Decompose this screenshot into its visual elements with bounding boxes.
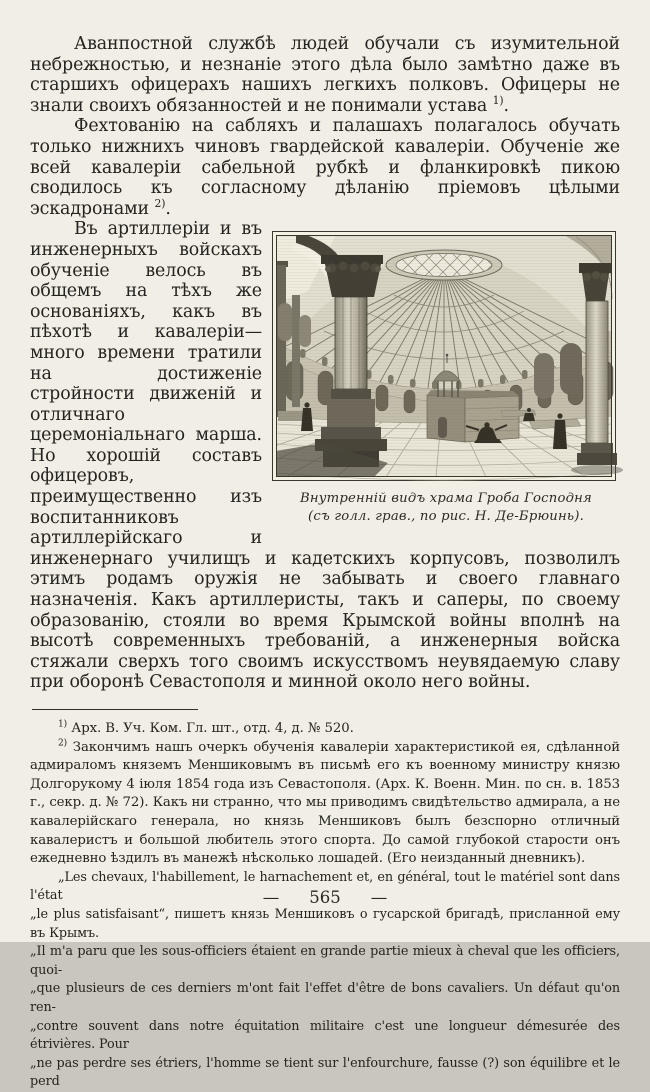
sentence-end: . <box>165 198 171 219</box>
footnote-1-marker: 1) <box>58 719 68 730</box>
sentence-end: . <box>503 95 509 116</box>
holy-sepulchre-engraving <box>276 235 612 477</box>
engraving-image <box>272 231 616 481</box>
paragraph-2 <box>30 116 620 219</box>
footer-dash-right: — <box>370 888 388 907</box>
french-quote-line: „que plusieurs de ces derniers m'ont fait l'effet d'être de bons cavaliers. Un défaut qu'on ren- <box>30 981 620 1015</box>
footer-dash-left: — <box>262 888 280 907</box>
footnote-ref-2: 2) <box>154 196 166 210</box>
figure-caption-line2: (съ голл. грав., по рис. Н. Де-Брюинь). <box>308 508 584 524</box>
paragraph-2-text: Фехтованію на сабляхъ и палашахъ полагалось обучать только нижнихъ чиновъ гвардейской кавалеріи. Обученіе же всей кавалеріи сабельной рубкѣ и фланкировкѣ пикою сводилось къ согласному дѣланію пріемовъ цѣлыми эскадронами <box>30 116 620 219</box>
footnote-ref-1: 1) <box>492 93 504 107</box>
page-number-value: 565 <box>309 888 341 907</box>
paragraph-1 <box>30 34 620 116</box>
figure-caption <box>272 490 620 525</box>
french-quote-line: „Il m'a paru que les sous-officiers étaient en grande partie mieux à cheval que les officiers, quoi- <box>30 944 620 978</box>
paragraph-1-text: Аванпостной службѣ людей обучали съ изумительной небрежностью, и незнаніе этого дѣла было замѣтно даже въ старшихъ офицерахъ нашихъ легкихъ полковъ. Офицеры не знали своихъ обязанностей и не понимали устава <box>30 34 620 116</box>
footnote-2-marker: 2) <box>58 738 68 749</box>
french-quote-line: „ne pas perdre ses étriers, l'homme se tient sur l'enfourchure, fausse (?) son équilibre et le perd <box>30 1055 620 1090</box>
paragraph-3-section <box>30 219 620 693</box>
figure-caption-line1: Внутренній видъ храма Гроба Господня <box>300 491 592 507</box>
french-quote-line: „contre souvent dans notre équitation militaire c'est une longueur démesurée des étrivières. Pour <box>30 1018 620 1053</box>
engraving-figure <box>272 231 620 525</box>
french-quote-line: „Les chevaux, l'habillement, le harnachement et, en général, tout le matériel sont dans l'état <box>30 869 620 904</box>
paragraph-3: Въ артиллеріи и въ инженерныхъ войскахъ обученіе велось въ общемъ на тѣхъ же основаніяхъ, какъ въ пѣхотѣ и кавалеріи—много времени тратили на достиженіе стройности движеній и отличнаго церемоніальнаго марша. Но хорошій составъ офицеровъ, преимущественно изъ воспитанниковъ артиллерійскаго и инженернаго училищъ и кадетскихъ корпусовъ, позволилъ этимъ родамъ оружія не забывать и своего главнаго назначенія. Какъ артиллеристы, такъ и саперы, по своему образованію, стояли во время Крымской войны вполнѣ на высотѣ современныхъ требованій, а инженерныя войска стяжали сверхъ того своимъ искусствомъ неувядаемую славу при оборонѣ Севастополя и минной около него войны. <box>30 219 620 693</box>
french-quote-line: „le plus satisfaisant“, пишетъ князь Меншиковъ о гусарской бригадѣ, присланной ему въ Крымъ. <box>30 906 620 941</box>
footnote-1-text: Арх. В. Уч. Ком. Гл. шт., отд. 4, д. № 520. <box>71 721 354 736</box>
footnote-separator <box>32 709 198 710</box>
footnote-2 <box>30 739 620 869</box>
footnote-2-text: Закончимъ нашъ очеркъ обученія кавалеріи характеристикой ея, сдѣланной адмираломъ княземъ Меншиковымъ въ письмѣ его къ военному министру князю Долгорукому 4 іюля 1854 года изъ Севастополя. (Арх. К. Военн. Мин. по сн. в. 1853 г., секр. д. № 72). Какъ ни странно, что мы приводимъ свидѣтельство адмирала, а не кавалерійскаго генерала, но князь Меншиковъ былъ безспорно отличный кавалеристъ и большой любитель этого спорта. До самой глубокой старости онъ ежедневно ѣздилъ въ манежѣ нѣсколько лошадей. (Его неизданный дневникъ). <box>30 739 620 867</box>
page-number <box>0 888 650 907</box>
footnote-1 <box>30 720 620 739</box>
